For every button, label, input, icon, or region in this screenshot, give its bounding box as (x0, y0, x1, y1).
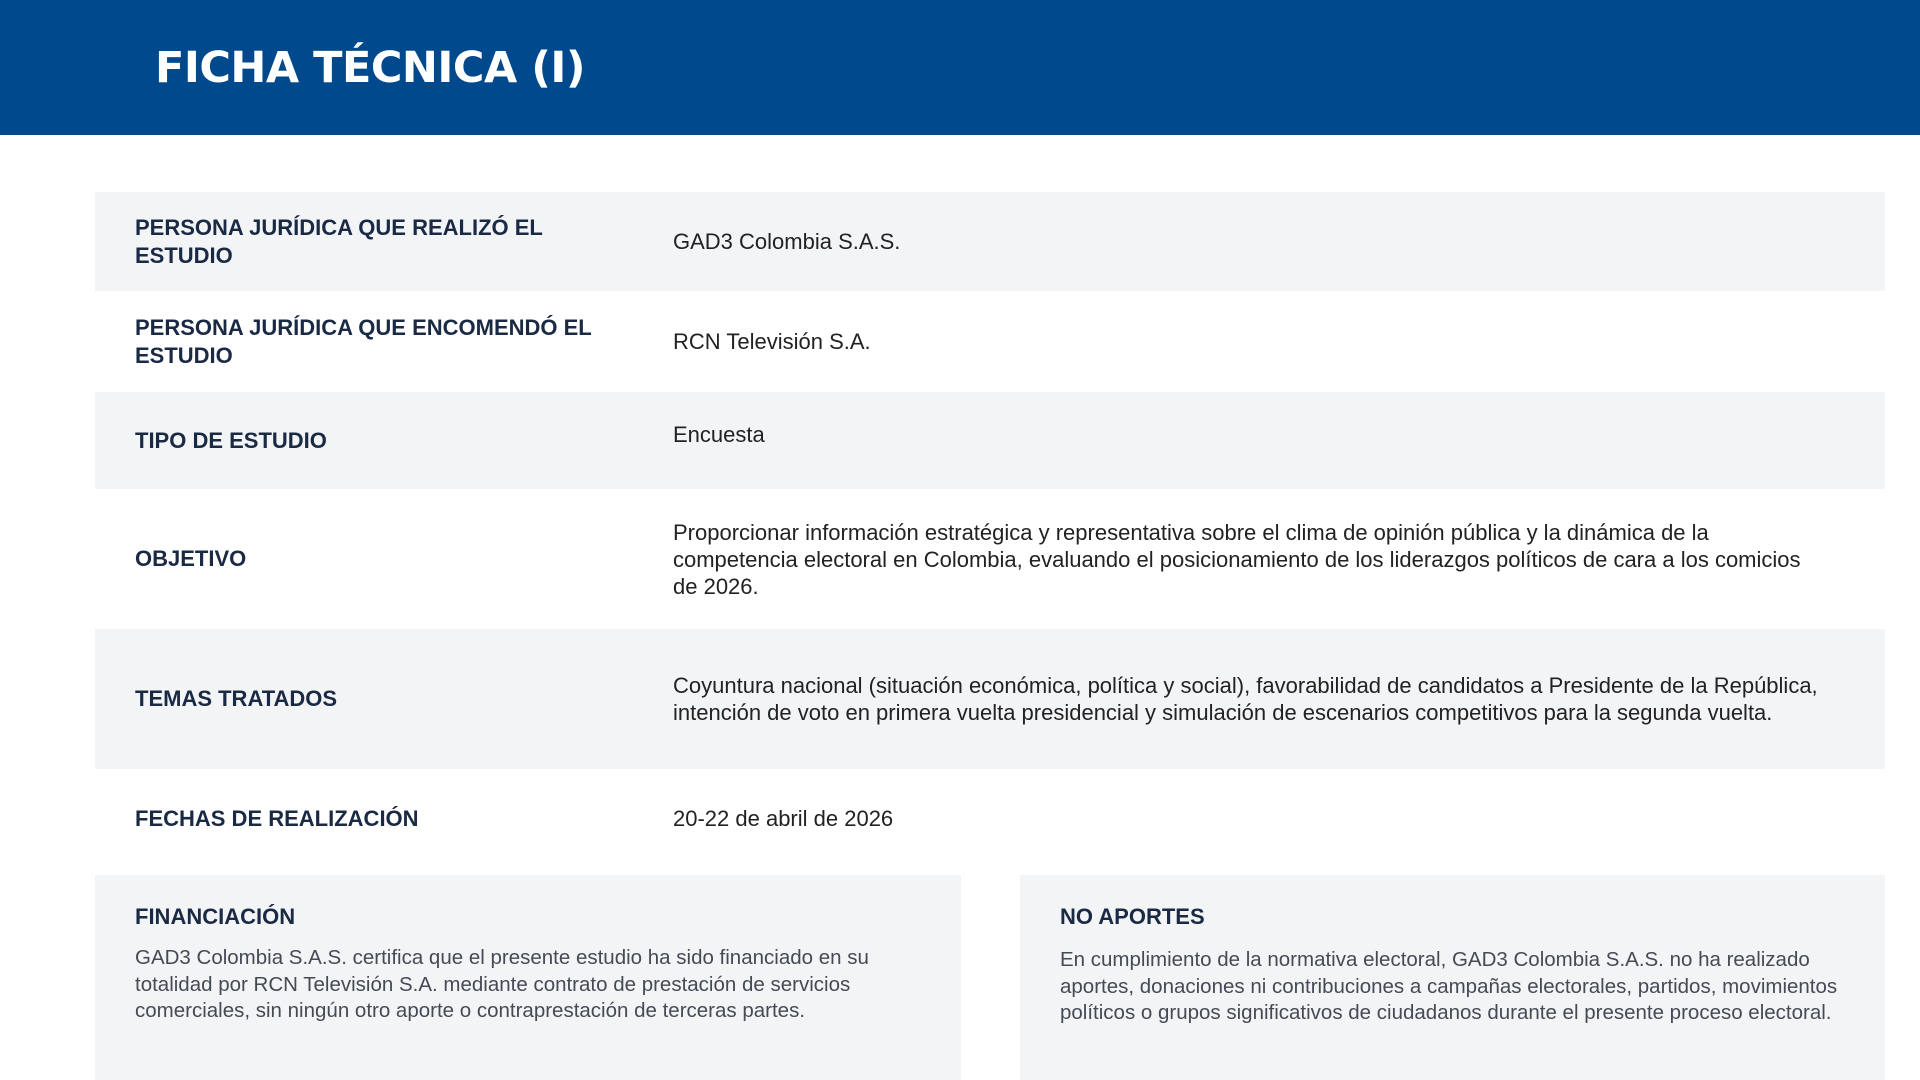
card-title: NO APORTES (1060, 904, 1205, 929)
table-row-tipo-estudio (95, 392, 1885, 489)
row-label: TIPO DE ESTUDIO (135, 427, 327, 453)
row-value: 20-22 de abril de 2026 (673, 806, 894, 831)
row-label: PERSONA JURÍDICA QUE ENCOMENDÓ EL ESTUDIO (135, 314, 592, 368)
row-value: GAD3 Colombia S.A.S. (673, 229, 901, 254)
table-row-persona-realizo (95, 192, 1885, 291)
row-label: TEMAS TRATADOS (135, 686, 338, 711)
row-label: FECHAS DE REALIZACIÓN (135, 805, 419, 831)
row-label: OBJETIVO (135, 546, 247, 571)
info-cards (95, 875, 1885, 1080)
header-bar (0, 0, 1920, 135)
no-aportes-card (1020, 875, 1885, 1080)
card-text: GAD3 Colombia S.A.S. certifica que el presente estudio ha sido financiado en su totalidad por RCN Televisión S.A. mediante contrato de prestación de servicios comerciales, sin ningún otro aporte o contraprestación de terceras partes. (135, 946, 869, 1022)
table-row-persona-encomendo (95, 291, 1885, 392)
page-title: FICHA TÉCNICA (I) (155, 43, 586, 93)
table-row-temas-tratados (95, 629, 1885, 769)
table-row-objetivo (95, 489, 1885, 629)
card-text: En cumplimiento de la normativa electoral, GAD3 Colombia S.A.S. no ha realizado aportes, donaciones ni contribuciones a campañas electorales, partidos, movimientos políticos o grupos significativos de ciudadanos durante el presente proceso electoral. (1060, 948, 1838, 1024)
technical-sheet-table (95, 192, 1885, 868)
table-row-fechas (95, 769, 1885, 868)
card-title: FINANCIACIÓN (135, 904, 296, 929)
financiacion-card (95, 875, 961, 1080)
row-value: RCN Televisión S.A. (673, 329, 871, 354)
row-value: Encuesta (673, 422, 765, 447)
row-value: Coyuntura nacional (situación económica, política y social), favorabilidad de candidatos a Presidente de la República, intención de voto en primera vuelta presidencial y simulación de escenarios competitivos para la segunda vuelta. (673, 673, 1818, 725)
row-label: PERSONA JURÍDICA QUE REALIZÓ EL ESTUDIO (135, 214, 543, 268)
row-value: Proporcionar información estratégica y representativa sobre el clima de opinión pública y la dinámica de la competencia electoral en Colombia, evaluando el posicionamiento de los liderazgos políticos de cara a los comicios de 2026. (673, 519, 1801, 599)
